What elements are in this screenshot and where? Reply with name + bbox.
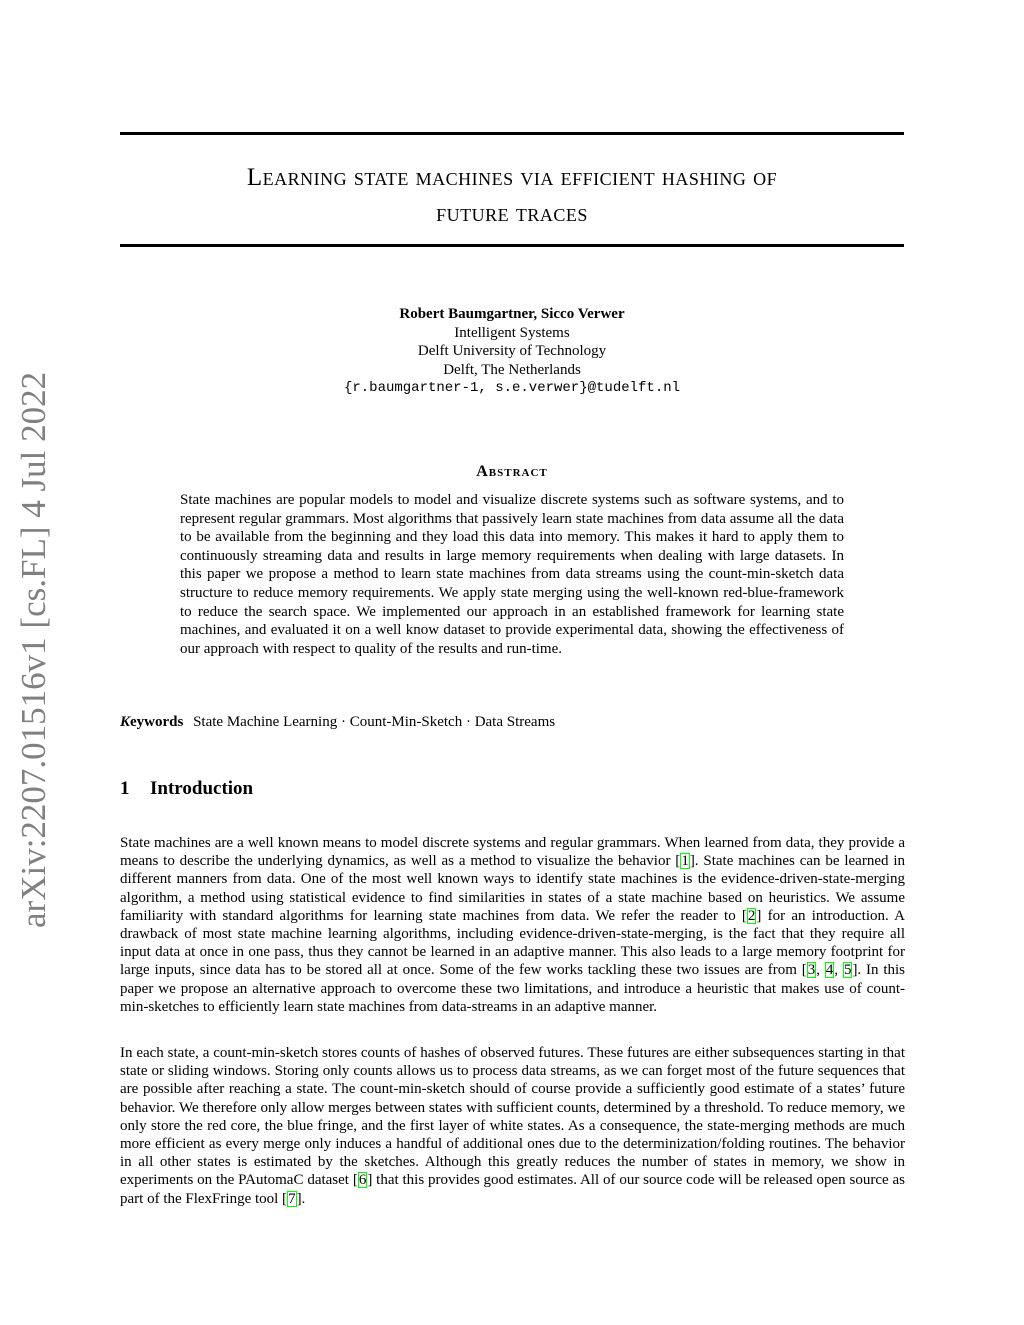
- title-bottom-rule: [120, 244, 904, 247]
- citation-link-5[interactable]: 5: [843, 962, 852, 979]
- affiliation-location: Delft, The Netherlands: [443, 361, 581, 378]
- citation-link-4[interactable]: 4: [825, 962, 834, 979]
- section-heading-introduction: [120, 778, 253, 800]
- paper-title-line1: Learning state machines via efficient hashing of: [246, 164, 778, 191]
- title-top-rule: [120, 132, 904, 135]
- paper-title: [120, 160, 904, 232]
- intro-paragraph-2: In each state, a count-min-sketch stores counts of hashes of observed futures. These futures are either subsequences starting in that state or sliding windows. Storing only counts allows us to process data streams, as we can forget most of the future sequences that are possible after reaching a state. The count-min-sketch should of course provide a sufficiently good estimate of a states’ future behavior. We therefore only allow merges between states with sufficient counts, determined by a threshold. To reduce memory, we only store the red core, the blue fringe, and the first layer of white states. As a consequence, the state-merging methods are much more efficient as every merge only induces a handful of additional ones due to the determinization/folding routines. The behavior in all other states is estimated by the sketches. Although this greatly reduces the number of states in memory, we show in experiments on the PAutomaC dataset [6] that this provides good estimates. All of our source code will be released open source as part of the FlexFringe tool [7].: [120, 1045, 905, 1207]
- citation-link-7[interactable]: 7: [288, 1190, 296, 1207]
- author-email[interactable]: {r.baumgartner-1, s.e.verwer}@tudelft.nl: [343, 380, 681, 396]
- abstract-body: State machines are popular models to model and visualize discrete systems such as software systems, and to represent regular grammars. Most algorithms that passively learn state machines from data assume all the data to be available from the beginning and they load this data into memory. This makes it hard to apply them to continuously streaming data and results in large memory requirements when dealing with large datasets. In this paper we propose a method to learn state machines from data streams using the count-min-sketch data structure to reduce memory requirements. We apply state merging using the well-known red-blue-framework to reduce the search space. We implemented our approach in an established framework for learning state machines, and evaluated it on a well know dataset to provide experimental data, showing the effectiveness of our approach with respect to quality of the results and run-time.: [180, 492, 844, 657]
- citation-link-3[interactable]: 3: [807, 962, 816, 979]
- keywords-line: [120, 712, 904, 732]
- affiliation-university: Delft University of Technology: [417, 343, 607, 359]
- keywords-label: Keywords: [120, 714, 184, 730]
- citation-link-2[interactable]: 2: [747, 907, 756, 924]
- arxiv-identifier-stamp: arXiv:2207.01516v1 [cs.FL] 4 Jul 2022: [14, 371, 53, 928]
- abstract-heading: Abstract: [476, 463, 548, 480]
- section-title: Introduction: [150, 778, 254, 799]
- citation-link-6[interactable]: 6: [358, 1172, 367, 1189]
- affiliation-group: Intelligent Systems: [454, 324, 570, 341]
- author-names: Robert Baumgartner, Sicco Verwer: [399, 306, 625, 322]
- section-number: 1: [120, 778, 130, 799]
- intro-paragraph-1: State machines are a well known means to model discrete systems and regular grammars. When learned from data, they provide a means to describe the underlying dynamics, as well as a method to visualize the behavior [1]. State machines can be learned in different manners from data. One of the most well known ways to identify state machines is the evidence-driven-state-merging algorithm, a method using statistical evidence to find similarities in states of a state machine based on heuristics. We assume familiarity with standard algorithms for learning state machines from data. We refer the reader to [2] for an introduction. A drawback of most state machine learning algorithms, including evidence-driven-state-merging, is the fact that they require all input data at once in one pass, thus they cannot be learned in an adaptive manner. This also leads to a large memory footprint for large inputs, since data has to be stored all at once. Some of the few works tackling these two issues are from [3, 4, 5]. In this paper we propose an alternative approach to overcome these two limitations, and introduce a heuristic that makes use of count-min-sketches to efficiently learn state machines from data-streams in an adaptive manner.: [120, 835, 906, 1015]
- paper-title-line2: future traces: [436, 200, 588, 227]
- author-block: [120, 305, 904, 398]
- keywords-text: State Machine Learning · Count-Min-Sketch · Data Streams: [193, 714, 556, 730]
- citation-link-1[interactable]: 1: [681, 853, 689, 870]
